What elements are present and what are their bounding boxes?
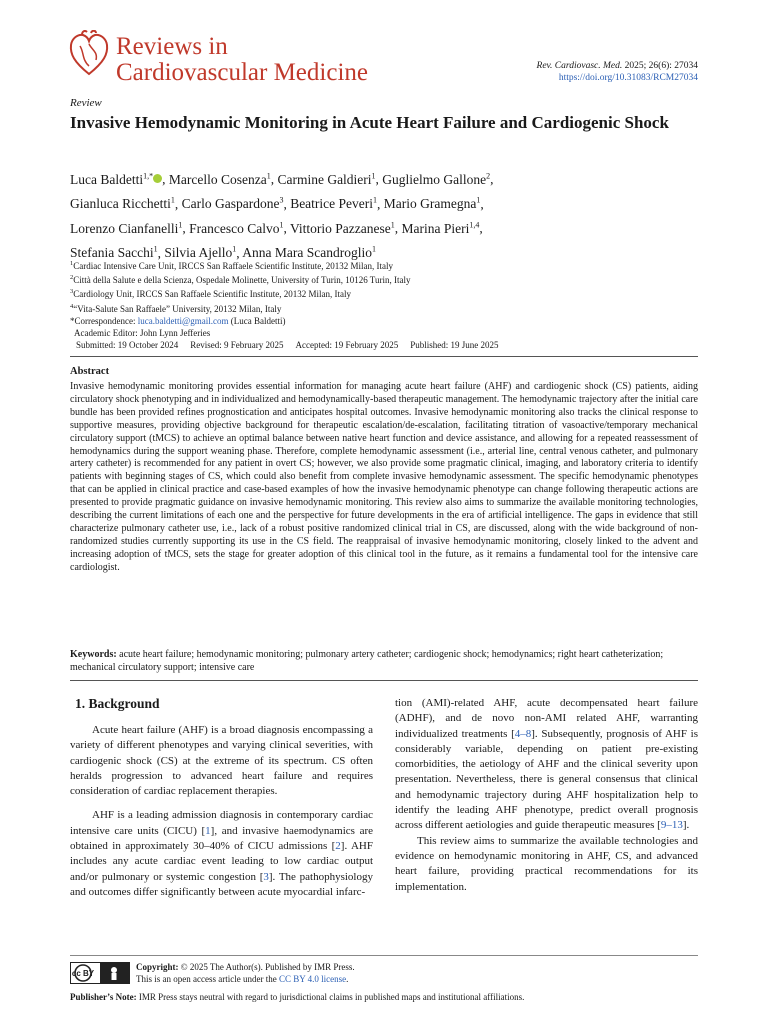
article-dates	[70, 339, 510, 351]
correspondence-email-link[interactable]: luca.baldetti@gmail.com	[137, 315, 229, 326]
journal-name-line1: Reviews in	[116, 33, 228, 60]
author: Beatrice Peveri$^1$	[290, 195, 378, 211]
affiliation: $^4$“Vita-Salute San Raffaele” University, 20132 Milan, Italy	[70, 302, 282, 314]
orcid-icon[interactable]	[153, 174, 162, 183]
cc-badge-cc-text: cc BY	[71, 969, 95, 978]
publisher-note	[70, 992, 524, 1002]
divider	[70, 356, 698, 357]
article-type: Review	[70, 97, 102, 109]
correspondence: *Correspondence: luca.baldetti@gmail.com (Luca Baldetti)	[70, 315, 286, 326]
journal-name	[116, 34, 368, 86]
date-revised: Revised: 9 February 2025	[190, 340, 284, 351]
author: Carmine Galdieri$^1$	[277, 171, 376, 187]
date-submitted: Submitted: 19 October 2024	[76, 340, 179, 351]
affiliations	[70, 258, 510, 351]
author-list: Luca Baldetti$^{1,*}$ , Marcello Cosenza$^1$, Carmine Galdieri$^1$, Guglielmo Gallone$^2$, Gianluca Ricchetti$^1$, Carlo Gaspardone$^3$, Beatrice Peveri$^1$, Mario Gramegna$^1$, Lorenzo Cianfanelli$^1$, Francesco Calvo$^1$, Vittorio Pazzanese$^1$, Marina Pieri$^{1,4}$, Stefania Sacchi$^1$, Silvia Ajello$^1$, Anna Mara Scandroglio$^1$	[70, 171, 494, 260]
paragraph: tion (AMI)-related AHF, acute decompensated heart failure (ADHF), and de novo non-AMI related AHF, warranting individualized treatments [4–8]. Subsequently, prognosis of AHF is considerably variable, depending on patient pre-existing comorbidities, the aetiology of AHF and the clinical severity upon presentation. Nevertheless, there is general consensus that clinical and hemodynamic trajectory during AHF hospitalization help to identify the leading AHF phenotype, predict overall prognosis across different aetiologies and guide therapeutic measures [9–13].	[395, 697, 699, 832]
keywords-list: acute heart failure; hemodynamic monitoring; pulmonary artery catheter; cardiogenic shock; hemodynamics; right heart catheterization; mechanical circulatory support; intensive care	[70, 649, 664, 673]
date-published: Published: 19 June 2025	[410, 340, 499, 351]
author: Guglielmo Gallone$^2$	[382, 171, 491, 187]
affiliation: $^3$Cardiology Unit, IRCCS San Raffaele Scientific Institute, 20132 Milan, Italy	[70, 288, 352, 300]
academic-editor: Academic Editor: John Lynn Jefferies	[74, 328, 211, 339]
body-column-left	[70, 723, 373, 900]
author: Silvia Ajello$^1$	[164, 244, 237, 260]
author: Gianluca Ricchetti$^1$	[70, 195, 175, 211]
paragraph: Acute heart failure (AHF) is a broad diagnosis encompassing a variety of different phenotypes and varying clinical severities, with cardiogenic shock (CS) at the extreme of its spectrum. CS often heralds progression to advanced heart failure and requires consideration of cardiac replacement therapies.	[70, 724, 373, 798]
copyright-label: Copyright:	[136, 962, 179, 972]
keywords	[70, 649, 698, 675]
citation-ref[interactable]: 3	[263, 870, 269, 883]
paragraph: AHF is a leading admission diagnosis in contemporary cardiac intensive care units (CICU) [1], and invasive haemodynamics are obtained in approximately 30–40% of CICU admissions [2]. AHF includes any acute cardiac event leading to low cardiac output and/or pulmonary or systemic congestion [3]. The pathophysiology and outcomes differ significantly between acute myocardial infarc-	[70, 809, 374, 898]
publisher-note-text: IMR Press stays neutral with regard to jurisdictional claims in published maps and institutional affiliations.	[136, 992, 525, 1002]
affiliation: $^2$Città della Salute e della Scienza, Ospedale Molinette, University of Turin, 10126 Turin, Italy	[70, 274, 411, 286]
body-column-right	[395, 696, 698, 895]
author: Anna Mara Scandroglio$^1$	[242, 244, 376, 260]
publisher-note-label: Publisher’s Note:	[70, 992, 137, 1002]
abstract-heading: Abstract	[70, 366, 110, 377]
affiliation: $^1$Cardiac Intensive Care Unit, IRCCS San Raffaele Scientific Institute, 20132 Milan, Italy	[70, 260, 394, 271]
section-heading: 1. Background	[75, 696, 160, 711]
citation-ref[interactable]: 1	[205, 824, 211, 837]
license-link[interactable]: CC BY 4.0 license	[278, 974, 347, 984]
keywords-label: Keywords:	[70, 649, 117, 660]
author: Stefania Sacchi$^1$	[70, 244, 158, 260]
citation-journal: Rev. Cardiovasc. Med.	[536, 61, 623, 71]
author: Mario Gramegna$^1$	[383, 195, 481, 211]
date-accepted: Accepted: 19 February 2025	[295, 340, 399, 351]
author: Marina Pieri$^{1,4}$	[401, 220, 480, 236]
author: Lorenzo Cianfanelli$^1$	[70, 220, 183, 236]
abstract-text: Invasive hemodynamic monitoring provides essential information for managing acute heart failure (AHF) and cardiogenic shock (CS) patients, aiding circulatory shock phenotyping and in individualized and hemodynamically-based therapeutic management. The hemodynamic trajectory after the initial care bundle has been provided refines prognostication and anticipates hospital outcomes. Invasive hemodynamic monitoring also tracks the clinical response to supportive measures, providing objective background for therapeutic escalation/de-escalation, facilitating titration of vasoactive/temporary mechanical circulatory support (tMCS) to achieve an optimal balance between native heart function and device assistance, and allowing for a repeated reassessment of hemodynamics during the support weaning phase. Therefore, complete hemodynamic assessment (i.e., arterial line, central venous catheter, and pulmonary artery catheter) is recommended for any patient in overt CS; however, we also provide some pragmatic clinical, imaging, and laboratory criteria to identify patients with beginning stages of CS, which could also benefit from complete invasive hemodynamic assessment. The specific hemodynamic phenotypes that can be applied in clinical practice and case-based examples of how the invasive hemodynamic phenotype can change following therapeutic actions are presented to provide pragmatic guidance on invasive hemodynamic monitoring. This review also aims to summarize the available monitoring technologies, describing the current limitations of each one and the perspective for future developments in the era of artificial intelligence. The gaps in evidence that still characterize pulmonary catheter use, i.e., lack of a robust positive randomized clinical trial in CS, are discussed, along with the wide background of non-randomized studies currently supporting its use in the CS field. The reappraisal of invasive hemodynamic monitoring, closely linked to the advent and increasing adoption of tMCS, sets the stage for greater adoption of this clinical tool in the future, as it remains a fundamental tool for the intensive care cardiologist.	[70, 381, 698, 573]
journal-logo-heart-icon	[68, 30, 110, 78]
cc-by-license-icon[interactable]	[70, 962, 130, 984]
divider	[70, 955, 698, 956]
citation-ref[interactable]: 4–8	[514, 727, 532, 740]
citation-block	[537, 60, 698, 84]
author: Marcello Cosenza$^1$	[168, 171, 271, 187]
doi-link[interactable]: https://doi.org/10.31083/RCM27034	[558, 73, 698, 83]
paragraph: This review aims to summarize the available technologies and evidence on hemodynamic monitoring in AHF, CS, and advanced heart failure, providing practical recommendations for its implementation.	[395, 834, 698, 893]
article-title: Invasive Hemodynamic Monitoring in Acute Heart Failure and Cardiogenic Shock	[70, 113, 669, 132]
author: Luca Baldetti$^{1,*}$	[70, 172, 162, 187]
copyright-text: © 2025 The Author(s). Published by IMR Press.	[178, 962, 355, 972]
citation-ref[interactable]: 9–13	[660, 819, 683, 832]
author: Carlo Gaspardone$^3$	[181, 195, 284, 211]
journal-name-line2: Cardiovascular Medicine	[116, 59, 368, 86]
author: Francesco Calvo$^1$	[189, 220, 284, 236]
author: Vittorio Pazzanese$^1$	[289, 220, 395, 236]
citation-volume: 2025; 26(6): 27034	[622, 61, 698, 71]
citation-ref[interactable]: 2	[335, 840, 341, 853]
copyright-block: Copyright: © 2025 The Author(s). Published by IMR Press. This is an open access article under the CC BY 4.0 license.	[136, 962, 355, 984]
divider	[70, 680, 698, 681]
